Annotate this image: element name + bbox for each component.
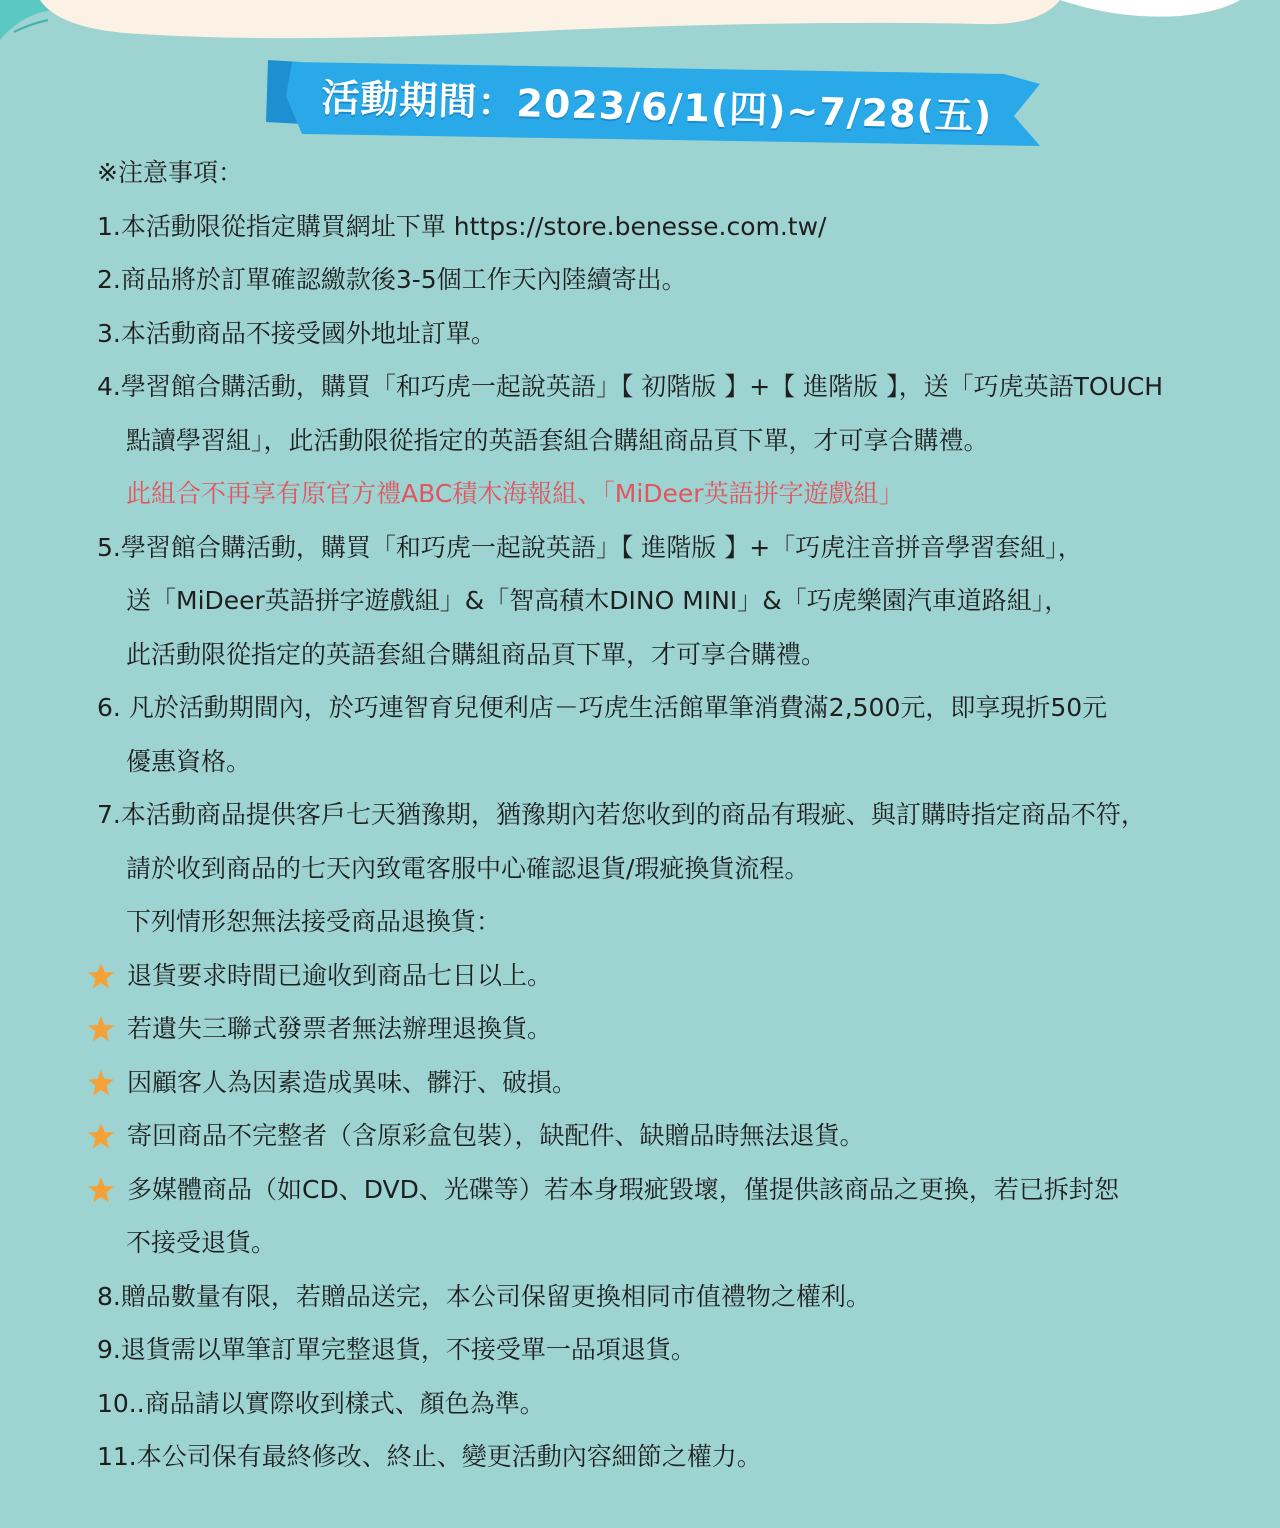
return-exception-item xyxy=(0,1109,1280,1163)
star-icon xyxy=(86,1069,116,1097)
return-exception-item xyxy=(0,1163,1280,1217)
note-line-continued: 請於收到商品的七天內致電客服中心確認退貨/瑕疵換貨流程。 xyxy=(126,853,810,883)
star-icon xyxy=(86,962,116,990)
note-line: 9.退貨需以單筆訂單完整退貨，不接受單一品項退貨。 xyxy=(97,1335,696,1364)
note-line: 3.本活動商品不接受國外地址訂單。 xyxy=(97,318,496,348)
notes-heading: ※注意事項： xyxy=(97,158,243,187)
note-line-continued: 下列情形恕無法接受商品退換貨： xyxy=(126,907,502,936)
notes-section xyxy=(0,146,1280,1484)
note-line-continued: 此活動限從指定的英語套組合購組商品頁下單，才可享合購禮。 xyxy=(126,639,827,669)
note-line: 8.贈品數量有限，若贈品送完，本公司保留更換相同市值禮物之權利。 xyxy=(97,1281,871,1311)
return-exception-item xyxy=(0,1056,1280,1110)
note-line: 5.學習館合購活動，購買「和巧虎一起說英語」【 進階版 】+「巧虎注音拼音學習套組」， xyxy=(97,532,1083,562)
note-line: 1.本活動限從指定購買網址下單 https://store.benesse.com.tw/ xyxy=(97,211,827,241)
note-line-continued: 不接受退貨。 xyxy=(126,1228,277,1257)
note-line-continued: 優惠資格。 xyxy=(126,746,252,776)
note-line: 2.商品將於訂單確認繳款後3-5個工作天內陸續寄出。 xyxy=(97,265,687,294)
star-icon xyxy=(86,1015,116,1043)
note-line-continued: 送「MiDeer英語拼字遊戲組」&「智高積木DINO MINI」&「巧虎樂園汽車道路組」， xyxy=(126,586,1070,615)
bullet-text: 寄回商品不完整者（含原彩盒包裝），缺配件、缺贈品時無法退貨。 xyxy=(127,1121,865,1150)
activity-period-text: 活動期間：2023/6/1(四)~7/28(五) xyxy=(320,75,993,139)
activity-period-banner xyxy=(262,58,1044,150)
note-line-highlight: 此組合不再享有原官方禮ABC積木海報組、「MiDeer英語拼字遊戲組」 xyxy=(126,479,904,508)
note-line: 7.本活動商品提供客戶七天猶豫期，猶豫期內若您收到的商品有瑕疵、與訂購時指定商品不符， xyxy=(97,800,1146,829)
bullet-text: 若遺失三聯式發票者無法辦理退換貨。 xyxy=(127,1014,553,1043)
return-exception-item xyxy=(0,1002,1280,1056)
bullet-text: 多媒體商品（如CD、DVD、光碟等）若本身瑕疵毀壞，僅提供該商品之更換，若已拆封恕 xyxy=(127,1174,1119,1204)
return-exception-item xyxy=(0,949,1280,1003)
note-line-continued: 點讀學習組」，此活動限從指定的英語套組合購組商品頁下單，才可享合購禮。 xyxy=(126,425,989,455)
bullet-text: 因顧客人為因素造成異味、髒汙、破損。 xyxy=(127,1067,578,1097)
note-line: 10..商品請以實際收到樣式、顏色為準。 xyxy=(97,1388,545,1418)
star-icon xyxy=(86,1122,116,1150)
note-line: 6. 凡於活動期間內，於巧連智育兒便利店－巧虎生活館單筆消費滿2,500元，即享現折50元 xyxy=(97,693,1108,722)
note-line: 4.學習館合購活動，購買「和巧虎一起說英語」【 初階版 】+【 進階版 】，送「巧虎英語TOUCH xyxy=(97,372,1164,401)
top-wave-decoration xyxy=(0,0,1280,50)
bullet-text: 退貨要求時間已逾收到商品七日以上。 xyxy=(127,960,553,990)
note-line: 11.本公司保有最終修改、終止、變更活動內容細節之權力。 xyxy=(97,1442,762,1471)
star-icon xyxy=(86,1176,116,1204)
